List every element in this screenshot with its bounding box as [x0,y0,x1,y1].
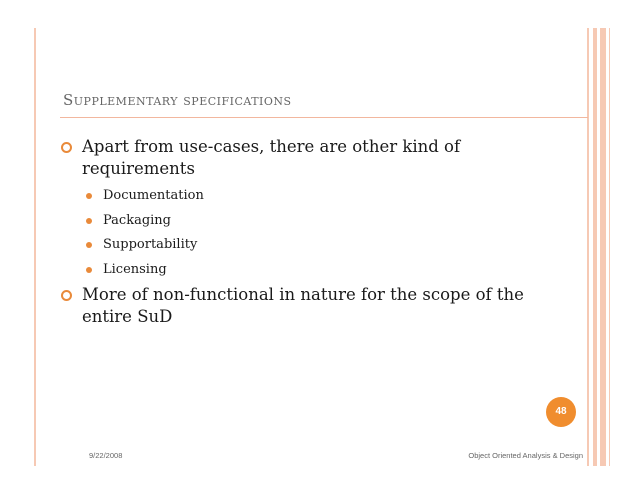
sub-bullet-text: Supportability [103,237,198,252]
bullet-list [58,136,558,328]
footer-date: 9/22/2008 [89,451,123,460]
bullet-text: Apart from use-cases, there are other kind of requirements [82,137,461,178]
hollow-circle-icon [61,142,72,153]
title-underline [60,117,588,118]
sub-bullet-text: Documentation [103,188,204,203]
filled-circle-icon [86,242,92,248]
filled-circle-icon [86,218,92,224]
hollow-circle-icon [61,290,72,301]
bullet-item [58,136,558,282]
left-decor-line [34,28,36,466]
right-decor-line [587,28,589,466]
sub-bullet-item [82,184,558,209]
bullet-item [58,284,558,328]
right-decor-line [593,28,597,466]
sub-bullet-item [82,233,558,258]
page-number-badge: 48 [546,397,576,427]
sub-bullet-text: Licensing [103,261,167,277]
slide-title: Supplementary specifications [63,91,292,109]
sub-bullet-item [82,209,558,234]
sub-bullet-list [82,184,558,282]
filled-circle-icon [86,267,92,273]
filled-circle-icon [86,193,92,199]
right-decor-line [600,28,606,466]
sub-bullet-item [82,258,558,283]
bullet-text: More of non-functional in nature for the scope of the entire SuD [82,285,524,326]
footer-course-title: Object Oriented Analysis & Design [468,451,583,460]
right-decor-line [609,28,610,466]
sub-bullet-text: Packaging [103,212,171,228]
